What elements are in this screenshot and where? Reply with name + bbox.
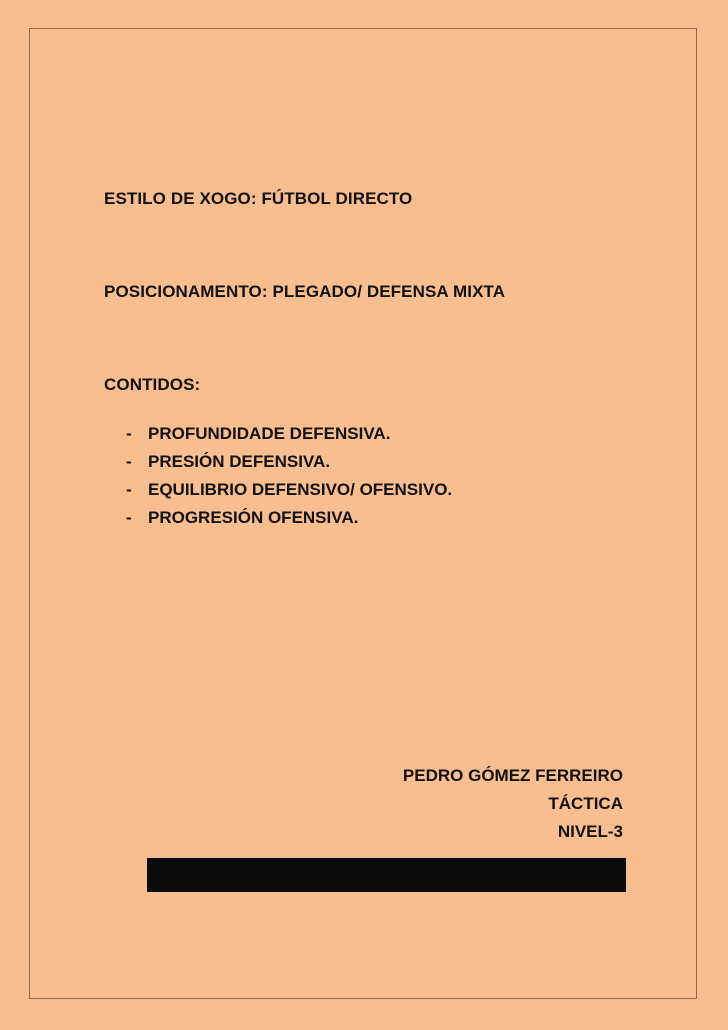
positioning-line: POSICIONAMENTO: PLEGADO/ DEFENSA MIXTA — [104, 282, 506, 301]
bullet-dash: - — [126, 424, 132, 443]
level-label: NIVEL-3 — [557, 822, 623, 841]
list-item — [126, 476, 452, 504]
list-item-text: PRESIÓN DEFENSIVA. — [148, 452, 330, 471]
list-item-text: PROGRESIÓN OFENSIVA. — [148, 508, 359, 527]
list-item-text: PROFUNDIDADE DEFENSIVA. — [148, 424, 391, 443]
style-of-play-line: ESTILO DE XOGO: FÚTBOL DIRECTO — [104, 189, 413, 208]
list-item — [126, 504, 452, 532]
list-item — [126, 448, 452, 476]
contents-list — [126, 420, 452, 532]
redaction-bar — [147, 858, 626, 892]
bullet-dash: - — [126, 452, 132, 471]
subject-label: TÁCTICA — [548, 794, 623, 813]
author-block — [403, 762, 623, 846]
author-name: PEDRO GÓMEZ FERREIRO — [402, 766, 623, 785]
bullet-dash: - — [126, 508, 132, 527]
bullet-dash: - — [126, 480, 132, 499]
list-item — [126, 420, 452, 448]
list-item-text: EQUILIBRIO DEFENSIVO/ OFENSIVO. — [148, 480, 453, 499]
contents-heading: CONTIDOS: — [104, 375, 201, 394]
